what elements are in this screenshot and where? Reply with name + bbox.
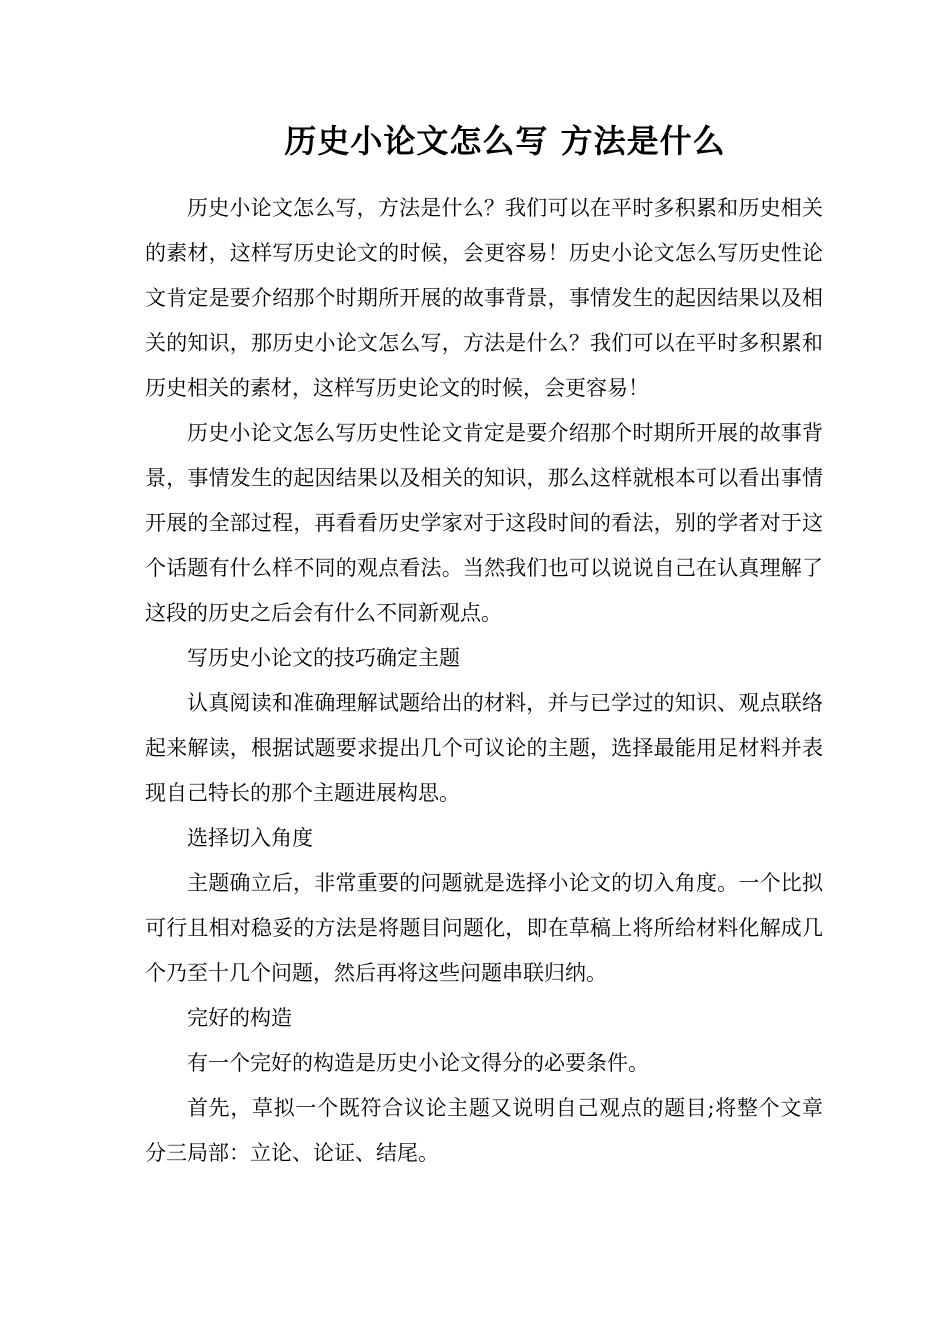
paragraph-background: 历史小论文怎么写历史性论文肯定是要介绍那个时期所开展的故事背景，事情发生的起因结果以及相关的知识，那么这样就根本可以看出事情开展的全部过程，再看看历史学家对于这段时间的看法，别的学者对于这个话题有什么样不同的观点看法。当然我们也可以说说自己在认真理解了这段的历史之后会有什么不同新观点。 [145,421,823,625]
document-body [145,186,823,1176]
heading-angle: 选择切入角度 [187,826,313,850]
document-title: 历史小论文怎么写 方法是什么 [284,122,726,160]
paragraph-angle: 主题确立后，非常重要的问题就是选择小论文的切入角度。一个比拟可行且相对稳妥的方法是将题目问题化，即在草稿上将所给材料化解成几个乃至十几个问题，然后再将这些问题串联归纳。 [145,871,823,985]
heading-topic: 写历史小论文的技巧确定主题 [187,646,460,670]
paragraph-structure: 有一个完好的构造是历史小论文得分的必要条件。 [187,1051,649,1075]
heading-structure: 完好的构造 [187,1006,292,1030]
paragraph-first-step: 首先，草拟一个既符合议论主题又说明自己观点的题目;将整个文章分三局部：立论、论证、结尾。 [145,1096,823,1165]
paragraph-intro: 历史小论文怎么写，方法是什么？我们可以在平时多积累和历史相关的素材，这样写历史论文的时候，会更容易！历史小论文怎么写历史性论文肯定是要介绍那个时期所开展的故事背景，事情发生的起因结果以及相关的知识，那历史小论文怎么写，方法是什么？我们可以在平时多积累和历史相关的素材，这样写历史论文的时候，会更容易！ [145,196,823,400]
paragraph-topic: 认真阅读和准确理解试题给出的材料，并与已学过的知识、观点联络起来解读，根据试题要求提出几个可议论的主题，选择最能用足材料并表现自己特长的那个主题进展构思。 [145,691,823,805]
